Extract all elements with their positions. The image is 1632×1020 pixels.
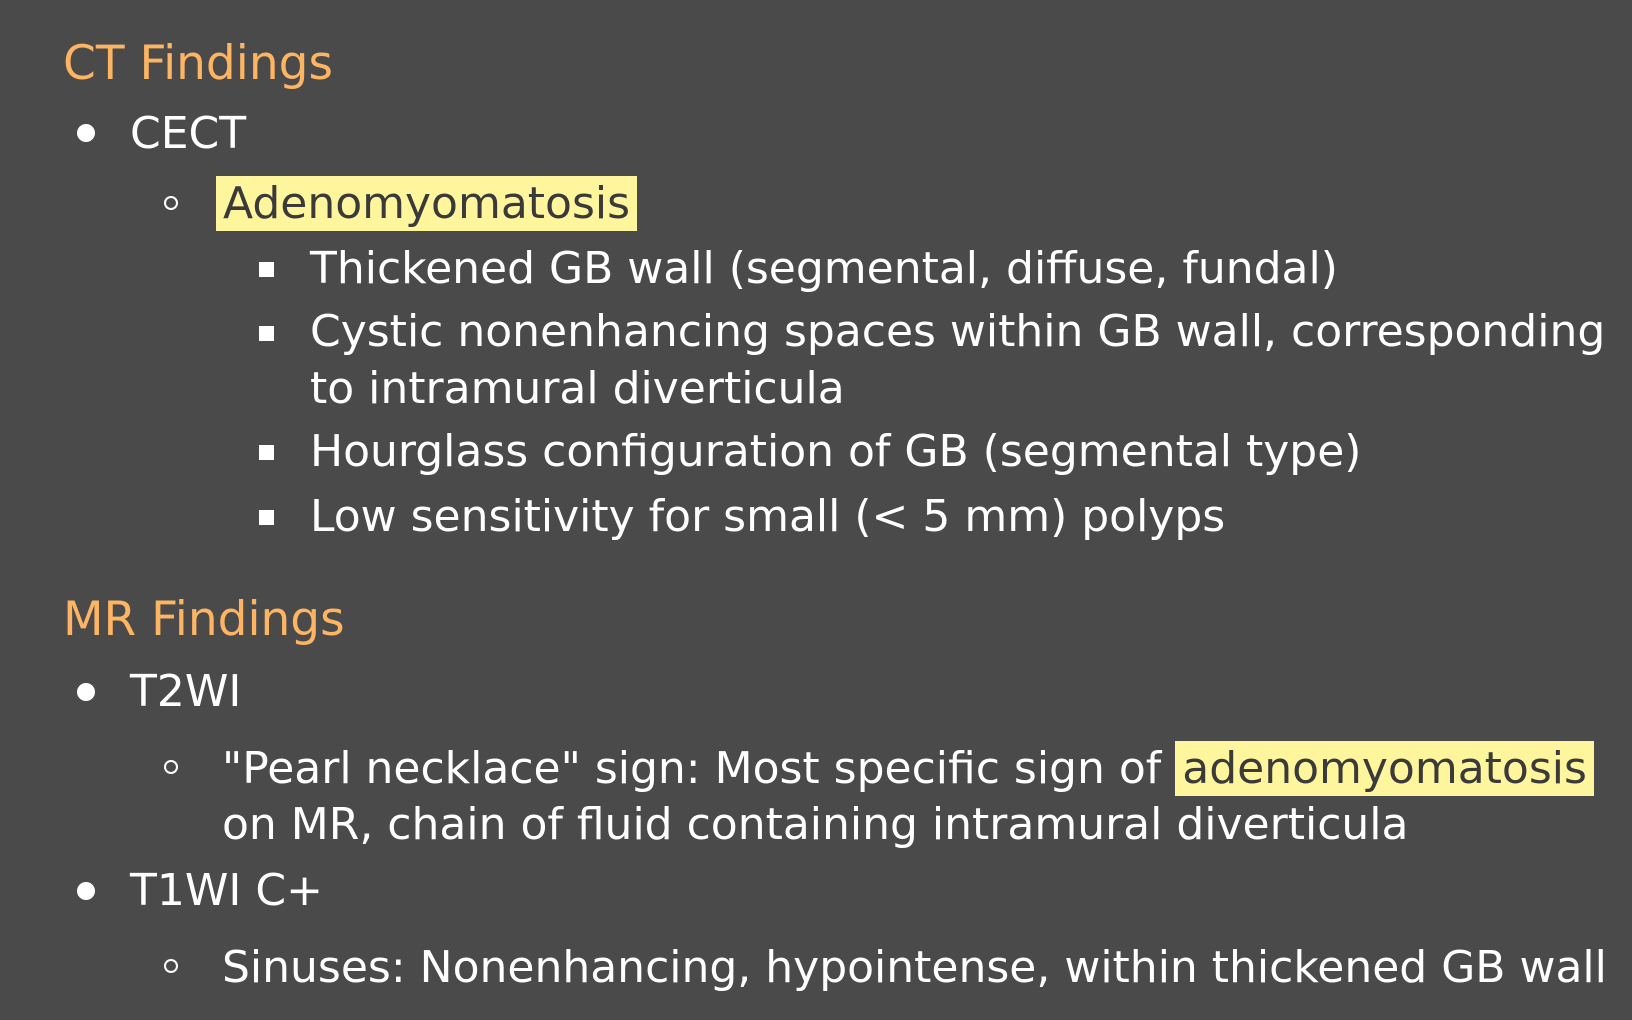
cect-label: CECT bbox=[130, 108, 247, 159]
ct-item-hourglass: Hourglass configuration of GB (segmental type) bbox=[310, 426, 1362, 477]
bullet-circle-icon bbox=[164, 760, 178, 774]
ct-item-cystic-spaces: Cystic nonenhancing spaces within GB wall, corresponding bbox=[310, 306, 1606, 357]
ct-item-thickened-wall: Thickened GB wall (segmental, diffuse, fundal) bbox=[310, 243, 1338, 294]
ct-findings-heading: CT Findings bbox=[63, 36, 333, 91]
pearl-necklace-cont: on MR, chain of fluid containing intramural diverticula bbox=[222, 799, 1409, 850]
pearl-necklace-line bbox=[222, 741, 1594, 797]
bullet-square-icon bbox=[259, 445, 274, 460]
mr-findings-heading: MR Findings bbox=[63, 592, 345, 647]
bullet-square-icon bbox=[259, 262, 274, 277]
bullet-circle-icon bbox=[164, 196, 178, 210]
adenomyomatosis-label bbox=[216, 176, 637, 232]
bullet-square-icon bbox=[259, 510, 274, 525]
bullet-disc-icon bbox=[77, 683, 95, 701]
adenomyomatosis-highlight: Adenomyomatosis bbox=[216, 176, 637, 231]
t1wi-c-label: T1WI C+ bbox=[130, 865, 323, 916]
bullet-disc-icon bbox=[77, 882, 95, 900]
pearl-necklace-text: "Pearl necklace" sign: Most specific sign of bbox=[222, 743, 1176, 794]
sinuses-line: Sinuses: Nonenhancing, hypointense, within thickened GB wall bbox=[222, 942, 1607, 993]
bullet-square-icon bbox=[259, 326, 274, 341]
adenomyomatosis-highlight-mr: adenomyomatosis bbox=[1175, 741, 1594, 796]
ct-item-low-sensitivity: Low sensitivity for small (< 5 mm) polyps bbox=[310, 491, 1226, 542]
t2wi-label: T2WI bbox=[130, 666, 242, 717]
bullet-circle-icon bbox=[164, 959, 178, 973]
ct-item-cystic-spaces-cont: to intramural diverticula bbox=[310, 363, 845, 414]
bullet-disc-icon bbox=[77, 124, 95, 142]
